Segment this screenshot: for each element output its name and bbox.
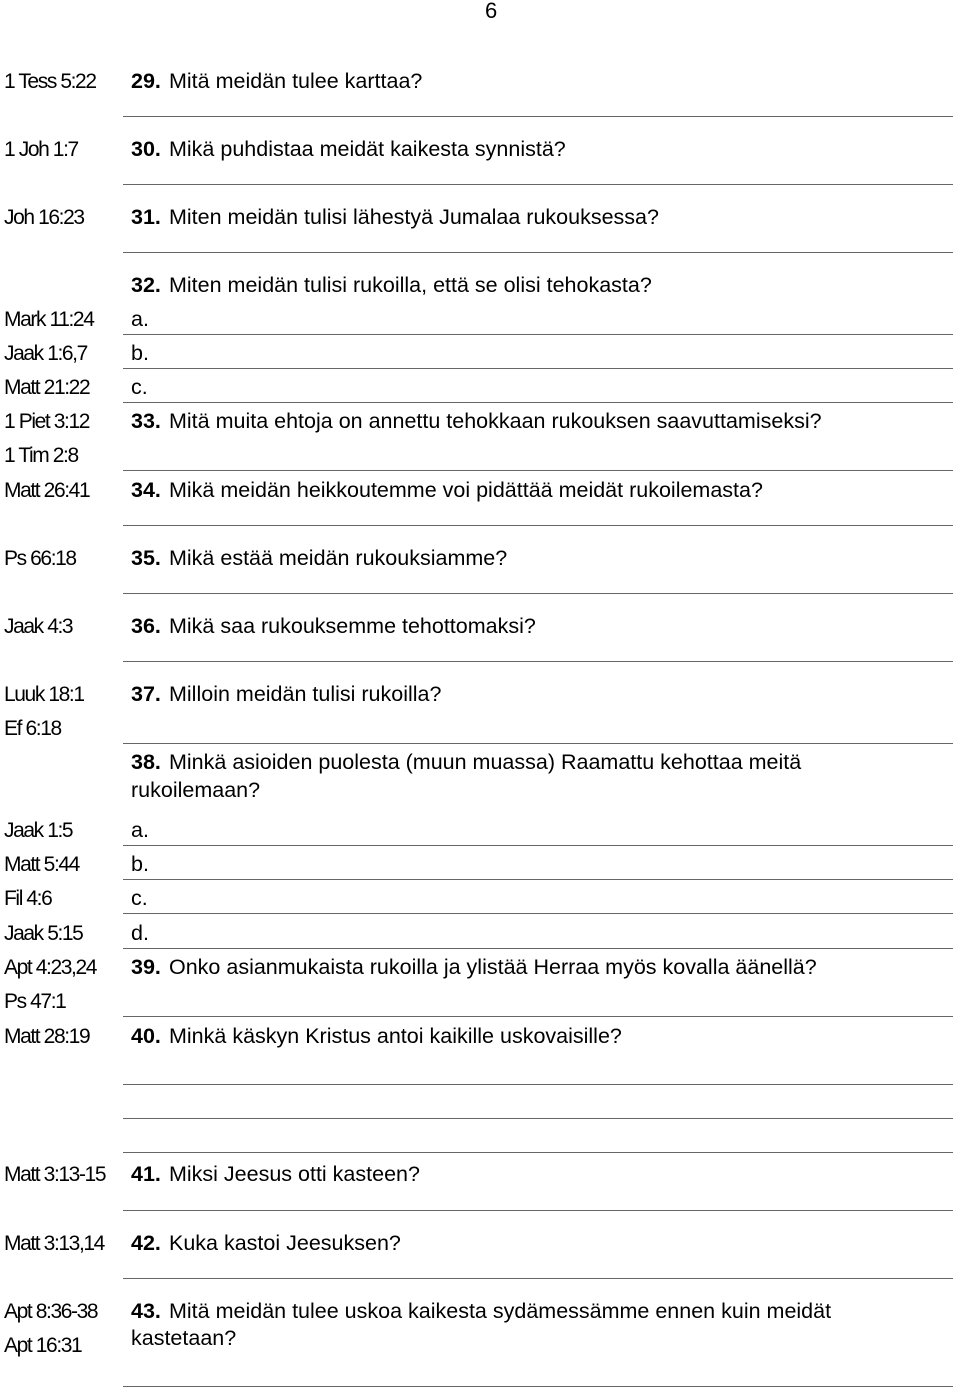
- sub-item-c: c.: [131, 886, 148, 910]
- question-30: 30. Mikä puhdistaa meidät kaikesta synnistä?: [131, 137, 566, 161]
- question-43-continuation: kastetaan?: [131, 1326, 237, 1350]
- answer-line: [123, 1210, 953, 1211]
- answer-line: [123, 845, 953, 846]
- bible-reference: Joh 16:23: [4, 206, 84, 229]
- answer-line: [123, 661, 953, 662]
- answer-line: [123, 116, 953, 117]
- answer-line: [123, 525, 953, 526]
- question-38-continuation: rukoilemaan?: [131, 778, 261, 802]
- sub-item-a: a.: [131, 818, 149, 842]
- answer-line: [123, 948, 953, 949]
- sub-item-b: b.: [131, 852, 149, 876]
- answer-line: [123, 402, 953, 403]
- sub-item-b: b.: [131, 341, 149, 365]
- question-29: 29. Mitä meidän tulee karttaa?: [131, 69, 423, 93]
- bible-reference: Jaak 1:5: [4, 819, 73, 842]
- bible-reference: Apt 16:31: [4, 1334, 82, 1357]
- answer-line: [123, 1016, 953, 1017]
- bible-reference: Matt 26:41: [4, 479, 90, 502]
- question-33: 33. Mitä muita ehtoja on annettu tehokkaan rukouksen saavuttamiseksi?: [131, 409, 822, 433]
- question-39: 39. Onko asianmukaista rukoilla ja ylistää Herraa myös kovalla äänellä?: [131, 955, 817, 979]
- bible-reference: 1 Joh 1:7: [4, 138, 78, 161]
- question-36: 36. Mikä saa rukouksemme tehottomaksi?: [131, 614, 536, 638]
- answer-line: [123, 252, 953, 253]
- question-35: 35. Mikä estää meidän rukouksiamme?: [131, 546, 508, 570]
- answer-line: [123, 1278, 953, 1279]
- bible-reference: Apt 4:23,24: [4, 956, 97, 979]
- question-42: 42. Kuka kastoi Jeesuksen?: [131, 1231, 401, 1255]
- bible-reference: Jaak 1:6,7: [4, 342, 87, 365]
- answer-line: [123, 1084, 953, 1085]
- question-40: 40. Minkä käskyn Kristus antoi kaikille uskovaisille?: [131, 1024, 622, 1048]
- answer-line: [123, 184, 953, 185]
- bible-reference: Mark 11:24: [4, 308, 94, 331]
- bible-reference: Apt 8:36-38: [4, 1300, 98, 1323]
- question-37: 37. Milloin meidän tulisi rukoilla?: [131, 682, 442, 706]
- answer-line: [123, 334, 953, 335]
- answer-line: [123, 743, 953, 744]
- question-43: 43. Mitä meidän tulee uskoa kaikesta sydämessämme ennen kuin meidät: [131, 1299, 832, 1323]
- answer-line: [123, 1386, 953, 1387]
- answer-line: [123, 913, 953, 914]
- sub-item-a: a.: [131, 307, 149, 331]
- bible-reference: Ps 47:1: [4, 990, 66, 1013]
- bible-reference: Matt 3:13-15: [4, 1163, 106, 1186]
- question-31: 31. Miten meidän tulisi lähestyä Jumalaa rukouksessa?: [131, 205, 659, 229]
- answer-line: [123, 1152, 953, 1153]
- bible-reference: Matt 21:22: [4, 376, 90, 399]
- answer-line: [123, 368, 953, 369]
- bible-reference: Jaak 4:3: [4, 615, 73, 638]
- question-34: 34. Mikä meidän heikkoutemme voi pidättää meidät rukoilemasta?: [131, 478, 763, 502]
- question-38: 38. Minkä asioiden puolesta (muun muassa) Raamattu kehottaa meitä: [131, 750, 802, 774]
- question-41: 41. Miksi Jeesus otti kasteen?: [131, 1162, 420, 1186]
- bible-reference: Ef 6:18: [4, 717, 61, 740]
- answer-line: [123, 1118, 953, 1119]
- bible-reference: Ps 66:18: [4, 547, 76, 570]
- bible-reference: 1 Tim 2:8: [4, 444, 78, 467]
- bible-reference: Matt 3:13,14: [4, 1232, 104, 1255]
- answer-line: [123, 470, 953, 471]
- bible-reference: Jaak 5:15: [4, 922, 83, 945]
- bible-reference: 1 Tess 5:22: [4, 70, 96, 93]
- answer-line: [123, 879, 953, 880]
- page-number: 6: [485, 0, 498, 23]
- bible-reference: Matt 28:19: [4, 1025, 90, 1048]
- sub-item-c: c.: [131, 375, 148, 399]
- sub-item-d: d.: [131, 921, 149, 945]
- question-32: 32. Miten meidän tulisi rukoilla, että se olisi tehokasta?: [131, 273, 652, 297]
- bible-reference: Fil 4:6: [4, 887, 52, 910]
- bible-reference: 1 Piet 3:12: [4, 410, 90, 433]
- bible-reference: Luuk 18:1: [4, 683, 84, 706]
- bible-reference: Matt 5:44: [4, 853, 79, 876]
- answer-line: [123, 593, 953, 594]
